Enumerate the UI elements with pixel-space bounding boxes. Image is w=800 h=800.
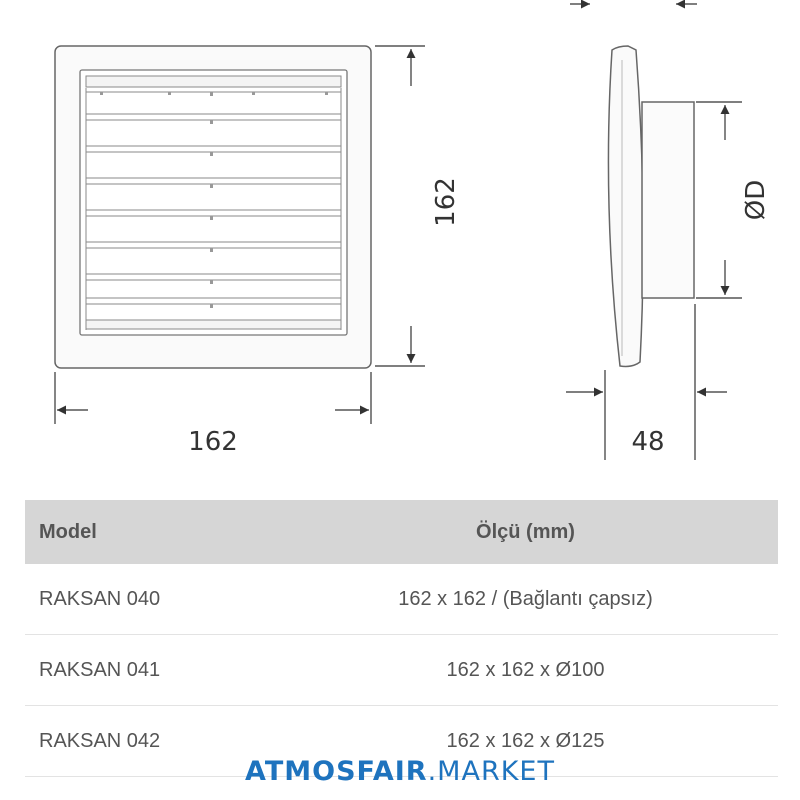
row-size: 162 x 162 x Ø100 — [446, 658, 605, 681]
height-dimension — [375, 46, 425, 366]
width-dimension — [55, 372, 371, 424]
row-model: RAKSAN 042 — [39, 729, 161, 752]
row-model: RAKSAN 041 — [39, 658, 161, 681]
table-header — [25, 500, 778, 564]
row-size: 162 x 162 x Ø125 — [446, 729, 605, 752]
front-width-label: 162 — [188, 427, 238, 457]
table-row — [25, 564, 778, 635]
watermark-logo — [0, 756, 800, 787]
watermark-brand: ATMOSFAIR — [245, 756, 428, 787]
spec-table — [25, 500, 778, 777]
front-height-label: 162 — [431, 177, 461, 227]
side-flange — [608, 46, 643, 367]
header-size: Ölçü (mm) — [476, 520, 575, 543]
table-row — [25, 635, 778, 706]
side-spigot — [642, 102, 694, 298]
row-model: RAKSAN 040 — [39, 587, 161, 610]
header-model: Model — [39, 520, 97, 543]
front-view — [55, 46, 461, 457]
diameter-dimension — [696, 102, 742, 298]
watermark-suffix: .MARKET — [427, 756, 555, 787]
side-depth-label: 48 — [631, 427, 665, 457]
grille-panel — [80, 70, 347, 335]
diameter-label: ØD — [741, 179, 771, 221]
row-size: 162 x 162 / (Bağlantı çapsız) — [398, 587, 653, 610]
side-view — [566, 4, 771, 460]
